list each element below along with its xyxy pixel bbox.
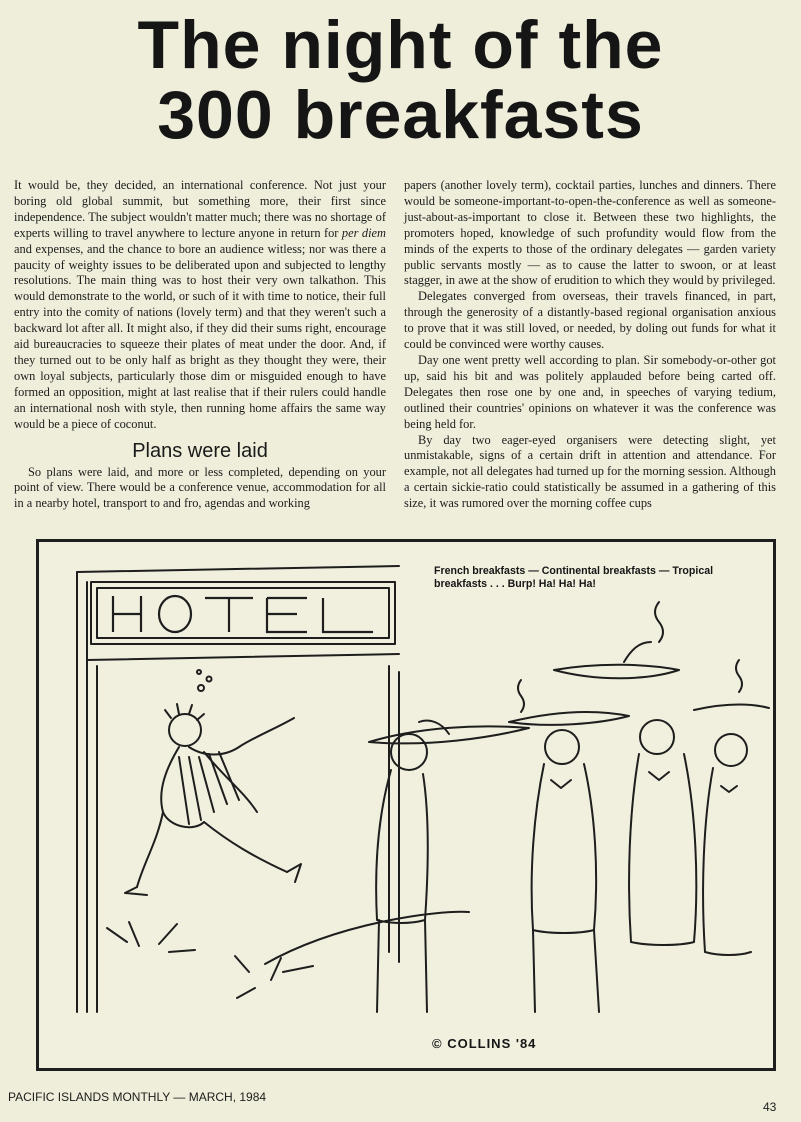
article-text: It would be, they decided, an international conference. Not just your boring old global summit, but something more, their first since independence. The subject wouldn't matter much; there was no shortage of experts willing to travel anywhere to lecture anyone in return for (14, 178, 386, 240)
article-column-left (14, 178, 386, 512)
headline-line-2: 300 breakfasts (157, 77, 644, 153)
article-paragraph: Day one went pretty well according to plan. Sir somebody-or-other got up, said his bit and was politely applauded before being carted off. Delegates then rose one by one and, in speeches of varying tedium, outlined their countries' opinions on whatever it was the conference was being held for. (404, 352, 776, 431)
cartoonist-signature: © COLLINS '84 (432, 1036, 537, 1051)
headline-line-1: The night of the (137, 7, 664, 83)
article-text: and expenses, and the chance to bore an audience witless; nor was there a paucity of weighty issues to be deliberated upon and subjected to lengthy resolutions. The main thing was to host their very own talkathon. This would demonstrate to the world, or such of it with time to notice, their full entry into the comity of nations (lovely term) and that they weren't such a backward lot after all. It might also, if they did their sums right, encourage aid bureaucracies to squeeze their plates of meat under the door. And, if they turned out to be only half as bright as they thought they were, their own loyal subjects, particularly those dim or misguided enough to have formed an opposition, might at last realise that if their rulers could handle an international nosh with style, then running home affairs the same way would be a piece of coconut. (14, 241, 386, 431)
publication-footer: PACIFIC ISLANDS MONTHLY — MARCH, 1984 (8, 1090, 267, 1104)
article-italic-text: per diem (341, 225, 386, 240)
article-paragraph (14, 178, 386, 433)
cartoon-drawing (39, 542, 773, 1068)
article-column-right (404, 178, 776, 512)
article-paragraph: papers (another lovely term), cocktail parties, lunches and dinners. There would be someone-important-to-open-the-conference as well as someone-just-about-as-important to close it. Between these two highlights, the promoters hoped, knowledge of such profundity would flow from the minds of the experts to those of the ordinary delegates — garden variety public servants mostly — as to cause the latter to swoon, or at least stagger, in awe at the show of erudition to which they would by privileged. (404, 178, 776, 288)
cartoon-illustration (36, 539, 776, 1071)
article-paragraph: By day two eager-eyed organisers were detecting slight, yet unmistakable, signs of a certain drift in attention and attendance. For example, not all delegates had turned up for the morning session. Although a certain sickie-ratio could statistically be assumed in a gathering of this size, it was rumored over the morning coffee cups (404, 432, 776, 511)
subheading: Plans were laid (132, 439, 268, 462)
article-paragraph: Delegates converged from overseas, their travels financed, in part, through the generosity of a distantly-based regional organisation anxious to prove that it was still loved, or needed, by doling out funds for what it could be convinced were worthy causes. (404, 289, 776, 352)
page-number: 43 (763, 1100, 777, 1114)
article-paragraph: So plans were laid, and more or less completed, depending on your point of view. There would be a conference venue, accommodation for all in a nearby hotel, transport to and fro, agendas and working (14, 464, 386, 511)
headline (0, 7, 801, 153)
cartoon-caption: French breakfasts — Continental breakfasts — Tropical breakfasts . . . Burp! Ha! Ha! Ha! (434, 565, 714, 590)
